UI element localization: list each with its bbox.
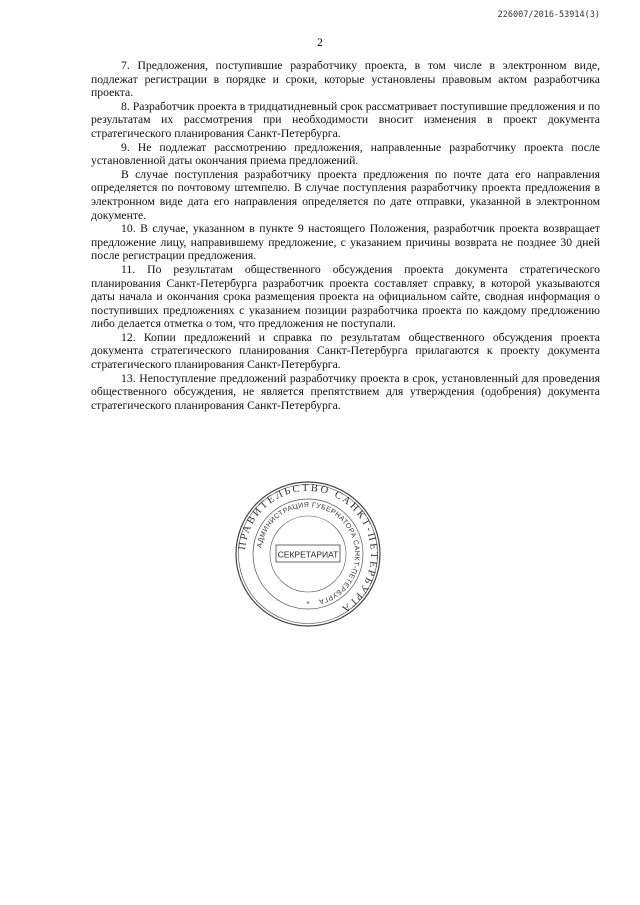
official-stamp (235, 481, 381, 627)
paragraph-10: 10. В случае, указанном в пункте 9 настоящего Положения, разработчик проекта возвращает предложение лицу, направившему предложение, с указанием причины возврата не позднее 30 дней после регистрации предложения. (91, 222, 600, 263)
document-number: 226007/2016-53914(3) (497, 10, 600, 20)
stamp-center-text: СЕКРЕТАРИАТ (277, 549, 339, 560)
paragraph-8: 8. Разработчик проекта в тридцатидневный срок рассматривает поступившие предложения и по результатам их рассмотрения при необходимости вносит изменения в проект документа стратегического планирования Санкт-Петербурга. (91, 99, 600, 140)
paragraph-11: 11. По результатам общественного обсуждения проекта документа стратегического планирования Санкт-Петербурга разработчик проекта составляет справку, в которой указываются даты начала и окончания срока размещения проекта на официальном сайте, сводная информация о поступивших предложениях с указанием позиции разработчика проекта по каждому предложению либо делается отметка о том, что предложения не поступали. (91, 262, 600, 331)
stamp-inner-text: АДМИНИСТРАЦИЯ ГУБЕРНАТОРА САНКТ-ПЕТЕРБУРГА (256, 501, 361, 605)
paragraph-9: 9. Не подлежат рассмотрению предложения, направленные разработчику проекта после установленной даты окончания приема предложений. (91, 140, 600, 168)
paragraph-12: 12. Копии предложений и справка по результатам общественного обсуждения проекта документа стратегического планирования Санкт-Петербурга прилагаются к проекту документа стратегического планирования Санкт-Петербурга. (91, 330, 600, 372)
page-number: 2 (317, 37, 323, 49)
stamp-star-icon: * (306, 600, 310, 608)
stamp-outer-text: ПРАВИТЕЛЬСТВО САНКТ-ПЕТЕРБУРГА (237, 482, 380, 616)
document-body (91, 59, 600, 412)
paragraph-13: 13. Непоступление предложений разработчику проекта в срок, установленный для проведения общественного обсуждения, не является препятствием для утверждения (одобрения) документа стратегического планирования Санкт-Петербурга. (91, 371, 600, 412)
paragraph-7: 7. Предложения, поступившие разработчику проекта, в том числе в электронном виде, подлежат регистрации в порядке и сроки, которые установлены правовым актом разработчика проекта. (91, 59, 600, 100)
paragraph-9-mail: В случае поступления разработчику проекта предложения по почте дата его направления определяется по почтовому штемпелю. В случае поступления разработчику проекта предложения в электронном виде дата его направления определяется по дате отправки, указанной в электронном документе. (91, 167, 600, 222)
